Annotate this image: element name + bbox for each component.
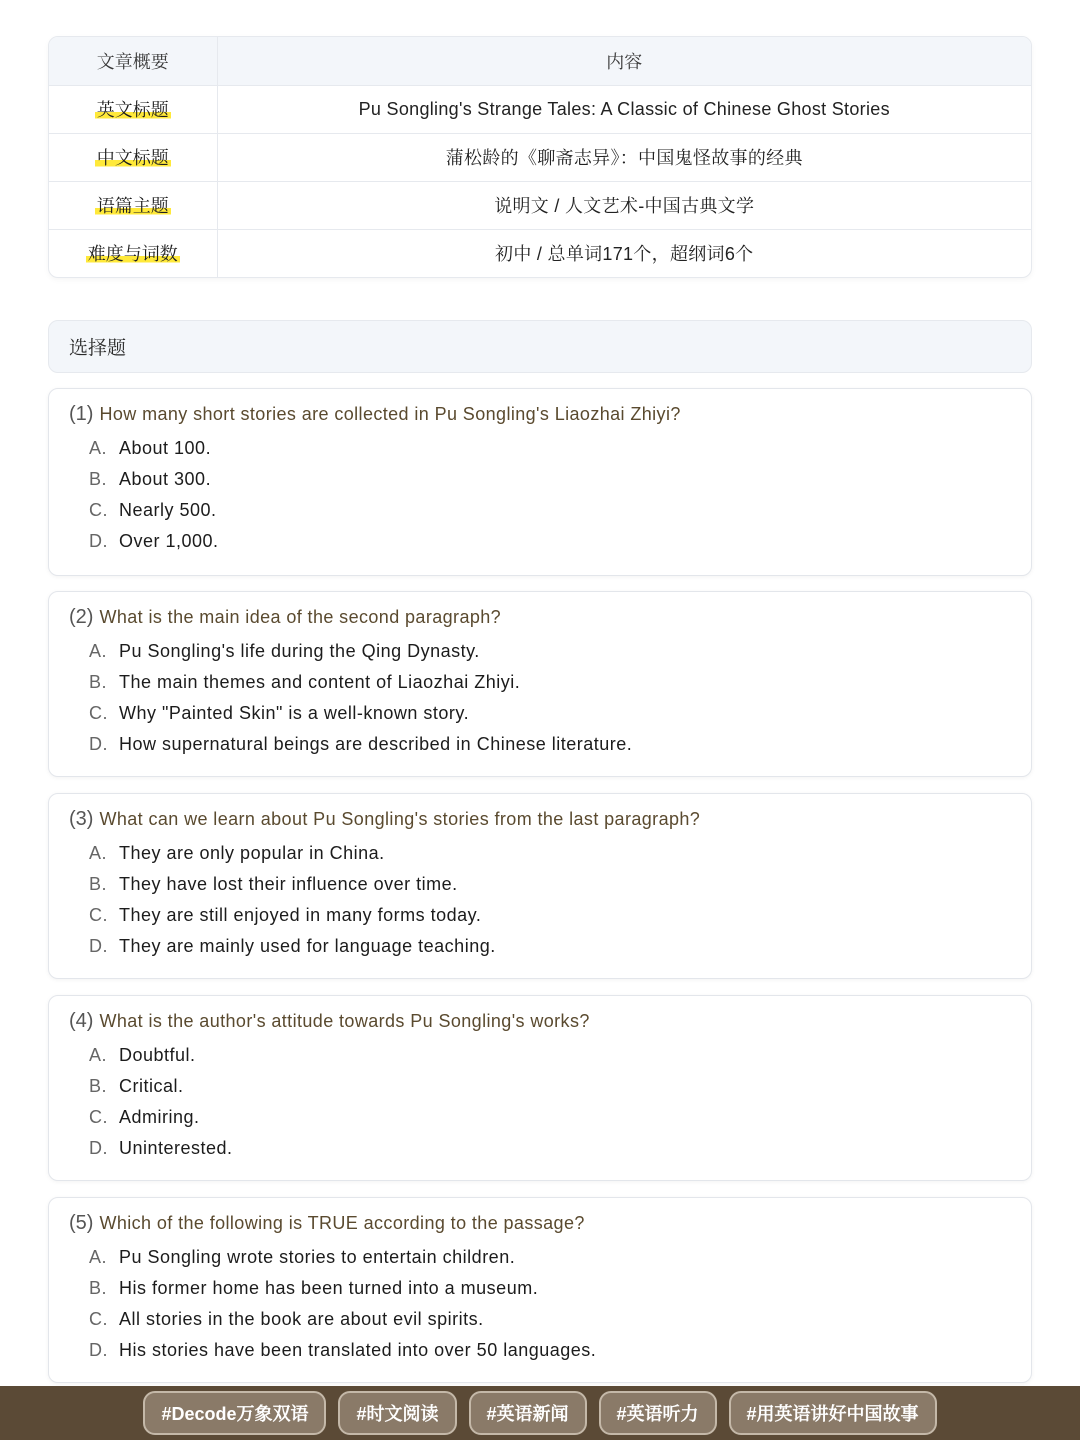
option-text: They are still enjoyed in many forms today. (119, 905, 482, 925)
question-number: (1) (69, 403, 94, 425)
summary-label-english-title: 英文标题 (96, 100, 169, 120)
question-line (69, 1010, 1011, 1040)
option-d[interactable] (69, 526, 1011, 557)
option-letter: A. (89, 1045, 108, 1065)
summary-label-chinese-title: 中文标题 (96, 148, 169, 168)
option-text: Doubtful. (119, 1045, 196, 1065)
section-title: 选择题 (48, 320, 1032, 373)
option-d[interactable] (69, 931, 1011, 962)
option-a[interactable] (69, 1040, 1011, 1071)
option-letter: B. (89, 874, 108, 894)
question-card-3 (48, 793, 1032, 979)
question-number: (4) (69, 1010, 94, 1032)
summary-value-topic: 说明文 / 人文艺术-中国古典文学 (217, 181, 1031, 229)
option-text: All stories in the book are about evil spirits. (119, 1309, 484, 1329)
option-letter: B. (89, 672, 108, 692)
question-card-4 (48, 995, 1032, 1181)
summary-row (49, 133, 1031, 181)
summary-header-col2: 内容 (217, 37, 1031, 85)
summary-value-english-title: Pu Songling's Strange Tales: A Classic of Chinese Ghost Stories (217, 85, 1031, 133)
option-letter: B. (89, 1076, 108, 1096)
question-text: What is the main idea of the second paragraph? (99, 607, 502, 627)
option-c[interactable] (69, 698, 1011, 729)
option-text: They are mainly used for language teaching. (119, 936, 496, 956)
tag-current-reading[interactable]: #时文阅读 (338, 1391, 456, 1435)
option-c[interactable] (69, 1102, 1011, 1133)
option-text: The main themes and content of Liaozhai Zhiyi. (119, 672, 521, 692)
option-letter: B. (89, 1278, 108, 1298)
option-letter: C. (89, 500, 108, 520)
question-text: What is the author's attitude towards Pu Songling's works? (99, 1011, 590, 1031)
option-letter: B. (89, 469, 108, 489)
tag-decode-bilingual[interactable]: #Decode万象双语 (143, 1391, 326, 1435)
option-letter: D. (89, 936, 108, 956)
question-text: What can we learn about Pu Songling's stories from the last paragraph? (99, 809, 701, 829)
summary-label-topic: 语篇主题 (96, 196, 169, 216)
option-text: Uninterested. (119, 1138, 233, 1158)
tag-china-stories[interactable]: #用英语讲好中国故事 (729, 1391, 937, 1435)
option-text: About 300. (119, 469, 212, 489)
option-text: They have lost their influence over time. (119, 874, 458, 894)
question-line (69, 403, 1011, 433)
option-letter: A. (89, 1247, 108, 1267)
option-text: His former home has been turned into a museum. (119, 1278, 539, 1298)
option-letter: D. (89, 1340, 108, 1360)
question-card-5 (48, 1197, 1032, 1383)
summary-row (49, 181, 1031, 229)
option-text: His stories have been translated into over 50 languages. (119, 1340, 597, 1360)
question-number: (5) (69, 1212, 94, 1234)
option-a[interactable] (69, 636, 1011, 667)
question-line (69, 606, 1011, 636)
option-c[interactable] (69, 900, 1011, 931)
question-number: (2) (69, 606, 94, 628)
option-letter: C. (89, 905, 108, 925)
option-letter: A. (89, 843, 108, 863)
option-d[interactable] (69, 1133, 1011, 1164)
option-text: Critical. (119, 1076, 184, 1096)
option-d[interactable] (69, 729, 1011, 760)
option-letter: D. (89, 1138, 108, 1158)
option-text: Over 1,000. (119, 531, 219, 551)
question-line (69, 1212, 1011, 1242)
question-number: (3) (69, 808, 94, 830)
question-card-1 (48, 388, 1032, 576)
option-a[interactable] (69, 838, 1011, 869)
option-letter: C. (89, 1309, 108, 1329)
tag-english-listening[interactable]: #英语听力 (599, 1391, 717, 1435)
option-c[interactable] (69, 495, 1011, 526)
summary-table (48, 36, 1032, 278)
question-text: Which of the following is TRUE according to the passage? (99, 1213, 585, 1233)
option-text: Admiring. (119, 1107, 200, 1127)
question-card-2 (48, 591, 1032, 777)
option-d[interactable] (69, 1335, 1011, 1366)
summary-header-col1: 文章概要 (49, 37, 217, 85)
option-b[interactable] (69, 1071, 1011, 1102)
summary-value-chinese-title: 蒲松龄的《聊斋志异》：中国鬼怪故事的经典 (217, 133, 1031, 181)
option-letter: A. (89, 641, 108, 661)
option-letter: D. (89, 531, 108, 551)
summary-label-difficulty: 难度与词数 (87, 244, 178, 265)
option-text: About 100. (119, 438, 212, 458)
option-b[interactable] (69, 667, 1011, 698)
option-letter: A. (89, 438, 108, 458)
summary-row (49, 229, 1031, 277)
option-text: How supernatural beings are described in Chinese literature. (119, 734, 633, 754)
option-letter: C. (89, 703, 108, 723)
option-a[interactable] (69, 1242, 1011, 1273)
option-b[interactable] (69, 1273, 1011, 1304)
option-b[interactable] (69, 464, 1011, 495)
tag-english-news[interactable]: #英语新闻 (469, 1391, 587, 1435)
option-text: Pu Songling wrote stories to entertain children. (119, 1247, 516, 1267)
option-text: Pu Songling's life during the Qing Dynasty. (119, 641, 480, 661)
question-line (69, 808, 1011, 838)
option-b[interactable] (69, 869, 1011, 900)
summary-row (49, 85, 1031, 133)
option-text: Nearly 500. (119, 500, 217, 520)
option-letter: D. (89, 734, 108, 754)
question-text: How many short stories are collected in Pu Songling's Liaozhai Zhiyi? (99, 404, 681, 424)
summary-value-difficulty: 初中 / 总单词171个，超纲词6个 (495, 244, 754, 265)
option-text: They are only popular in China. (119, 843, 385, 863)
option-a[interactable] (69, 433, 1011, 464)
option-text: Why "Painted Skin" is a well-known story. (119, 703, 470, 723)
option-c[interactable] (69, 1304, 1011, 1335)
footer-tag-bar (0, 1386, 1080, 1440)
option-letter: C. (89, 1107, 108, 1127)
